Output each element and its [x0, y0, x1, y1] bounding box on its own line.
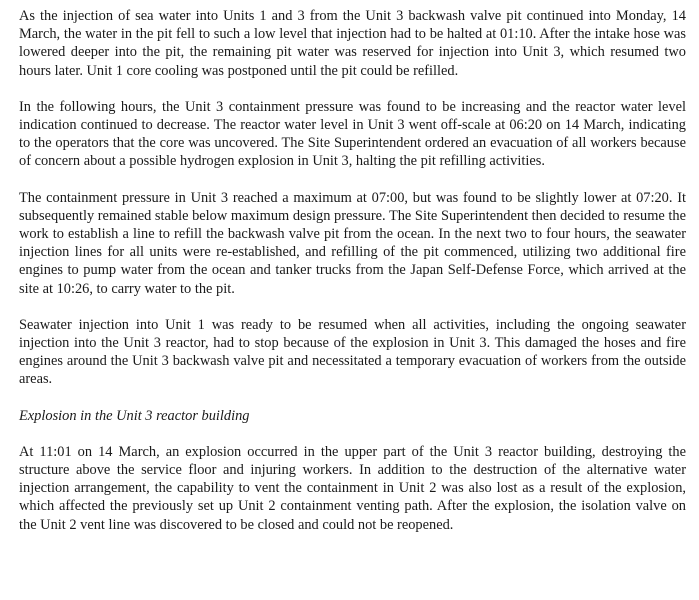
paragraph-injection-stopped: Seawater injection into Unit 1 was ready to be resumed when all activities, including the ongoing seawater injection into the Unit 3 reactor, had to stop because of the explosion in Unit 3. This damaged the hoses and fire engines around the Unit 3 backwash valve pit and necessitated a temporary evacuation of workers from the outside areas. [19, 316, 686, 388]
paragraph-containment-pressure-increase: In the following hours, the Unit 3 containment pressure was found to be increasing and the reactor water level indication continued to decrease. The reactor water level in Unit 3 went off-scale at 06:20 on 14 March, indicating to the operators that the core was uncovered. The Site Superintendent ordered an evacuation of all workers because of concern about a possible hydrogen explosion in Unit 3, halting the pit refilling activities. [19, 98, 686, 170]
section-heading: Explosion in the Unit 3 reactor building [19, 407, 250, 424]
paragraph-pressure-stabilized: The containment pressure in Unit 3 reached a maximum at 07:00, but was found to be slightly lower at 07:20. It subsequently remained stable below maximum design pressure. The Site Superintendent then decided to resume the work to establish a line to refill the backwash valve pit from the ocean. In the next two to four hours, the seawater injection lines for all units were re-established, and refilling of the pit commenced, utilizing two additional fire engines to pump water from the ocean and tanker trucks from the Japan Self-Defense Force, which arrived at the site at 10:26, to carry water to the pit. [19, 189, 686, 297]
paragraph-explosion: At 11:01 on 14 March, an explosion occurred in the upper part of the Unit 3 reactor building, destroying the structure above the service floor and injuring workers. In addition to the destruction of the alternative water injection arrangement, the capability to vent the containment in Unit 2 was also lost as a result of the explosion, which affected the previously set up Unit 2 containment venting path. After the explosion, the isolation valve on the Unit 2 vent line was discovered to be closed and could not be reopened. [19, 443, 686, 533]
paragraph-pit-water-level: As the injection of sea water into Units 1 and 3 from the Unit 3 backwash valve pit continued into Monday, 14 March, the water in the pit fell to such a low level that injection had to be halted at 01:10. After the intake hose was lowered deeper into the pit, the remaining pit water was reserved for injection into Unit 3, which resumed two hours later. Unit 1 core cooling was postponed until the pit could be refilled. [19, 8, 686, 79]
